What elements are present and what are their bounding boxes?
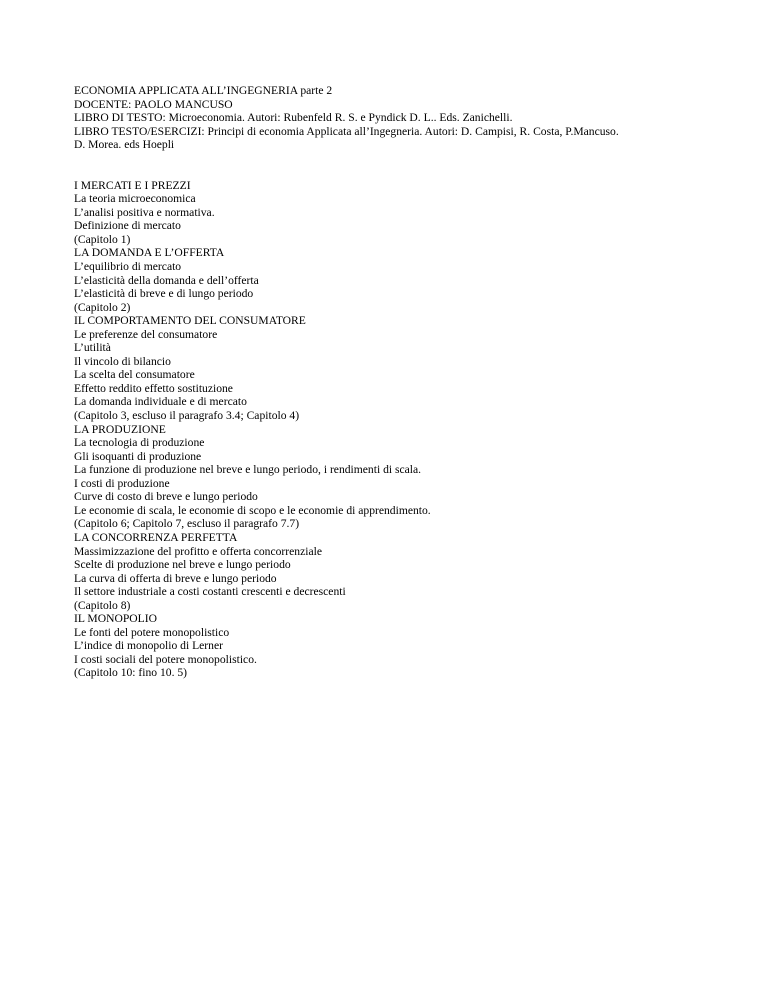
section-produzione xyxy=(74,423,734,531)
exercise-book-line-continued: D. Morea. eds Hoepli xyxy=(74,138,175,152)
teacher-line: DOCENTE: PAOLO MANCUSO xyxy=(74,97,233,111)
section-spacer xyxy=(74,152,734,179)
section-monopolio xyxy=(74,612,734,680)
section-item: I costi di produzione xyxy=(74,476,170,490)
section-item: Il vincolo di bilancio xyxy=(74,354,171,368)
course-title: ECONOMIA APPLICATA ALL’INGEGNERIA parte 2 xyxy=(74,84,333,97)
section-item: La funzione di produzione nel breve e lungo periodo, i rendimenti di scala. xyxy=(74,463,422,477)
section-item: Scelte di produzione nel breve e lungo periodo xyxy=(74,558,291,572)
textbook-line: LIBRO DI TESTO: Microeconomia. Autori: Rubenfeld R. S. e Pyndick D. L.. Eds. Zanichelli. xyxy=(74,111,513,125)
section-item: Massimizzazione del profitto e offerta concorrenziale xyxy=(74,544,322,558)
exercise-book-line: LIBRO TESTO/ESERCIZI: Principi di economia Applicata all’Ingegneria. Autori: D. Campisi, R. Costa, P.Mancuso. xyxy=(74,124,619,138)
chapter-reference: (Capitolo 8) xyxy=(74,598,131,612)
section-comportamento-consumatore xyxy=(74,314,734,422)
section-item: La domanda individuale e di mercato xyxy=(74,395,247,409)
section-item: L’equilibrio di mercato xyxy=(74,260,182,274)
chapter-reference: (Capitolo 1) xyxy=(74,232,131,246)
section-item: La teoria microeconomica xyxy=(74,192,196,206)
section-item: I costi sociali del potere monopolistico. xyxy=(74,652,257,666)
section-domanda-offerta xyxy=(74,246,734,314)
section-item: La scelta del consumatore xyxy=(74,368,195,382)
course-header xyxy=(74,84,734,152)
chapter-reference: (Capitolo 3, escluso il paragrafo 3.4; Capitolo 4) xyxy=(74,409,300,423)
section-title: LA DOMANDA E L’OFFERTA xyxy=(74,246,225,260)
section-item: La curva di offerta di breve e lungo periodo xyxy=(74,571,277,585)
section-title: IL MONOPOLIO xyxy=(74,612,157,626)
section-item: Le preferenze del consumatore xyxy=(74,327,218,341)
section-item: Le fonti del potere monopolistico xyxy=(74,625,230,639)
section-item: Gli isoquanti di produzione xyxy=(74,449,202,463)
section-item: L’indice di monopolio di Lerner xyxy=(74,639,223,653)
section-item: Definizione di mercato xyxy=(74,219,181,233)
chapter-reference: (Capitolo 6; Capitolo 7, escluso il paragrafo 7.7) xyxy=(74,517,300,531)
chapter-reference: (Capitolo 2) xyxy=(74,300,131,314)
chapter-reference: (Capitolo 10: fino 10. 5) xyxy=(74,666,188,680)
section-title: IL COMPORTAMENTO DEL CONSUMATORE xyxy=(74,314,306,328)
section-item: L’elasticità di breve e di lungo periodo xyxy=(74,287,254,301)
section-item: L’elasticità della domanda e dell’offerta xyxy=(74,273,259,287)
section-item: L’utilità xyxy=(74,341,111,355)
section-item: Le economie di scala, le economie di scopo e le economie di apprendimento. xyxy=(74,503,431,517)
section-mercati-prezzi xyxy=(74,179,734,247)
syllabus-content xyxy=(74,84,734,680)
section-title: I MERCATI E I PREZZI xyxy=(74,178,191,192)
section-item: L’analisi positiva e normativa. xyxy=(74,205,215,219)
section-title: LA PRODUZIONE xyxy=(74,422,166,436)
section-item: La tecnologia di produzione xyxy=(74,436,205,450)
section-item: Effetto reddito effetto sostituzione xyxy=(74,381,233,395)
section-item: Il settore industriale a costi costanti crescenti e decrescenti xyxy=(74,585,346,599)
section-title: LA CONCORRENZA PERFETTA xyxy=(74,530,238,544)
section-item: Curve di costo di breve e lungo periodo xyxy=(74,490,258,504)
section-concorrenza-perfetta xyxy=(74,531,734,612)
